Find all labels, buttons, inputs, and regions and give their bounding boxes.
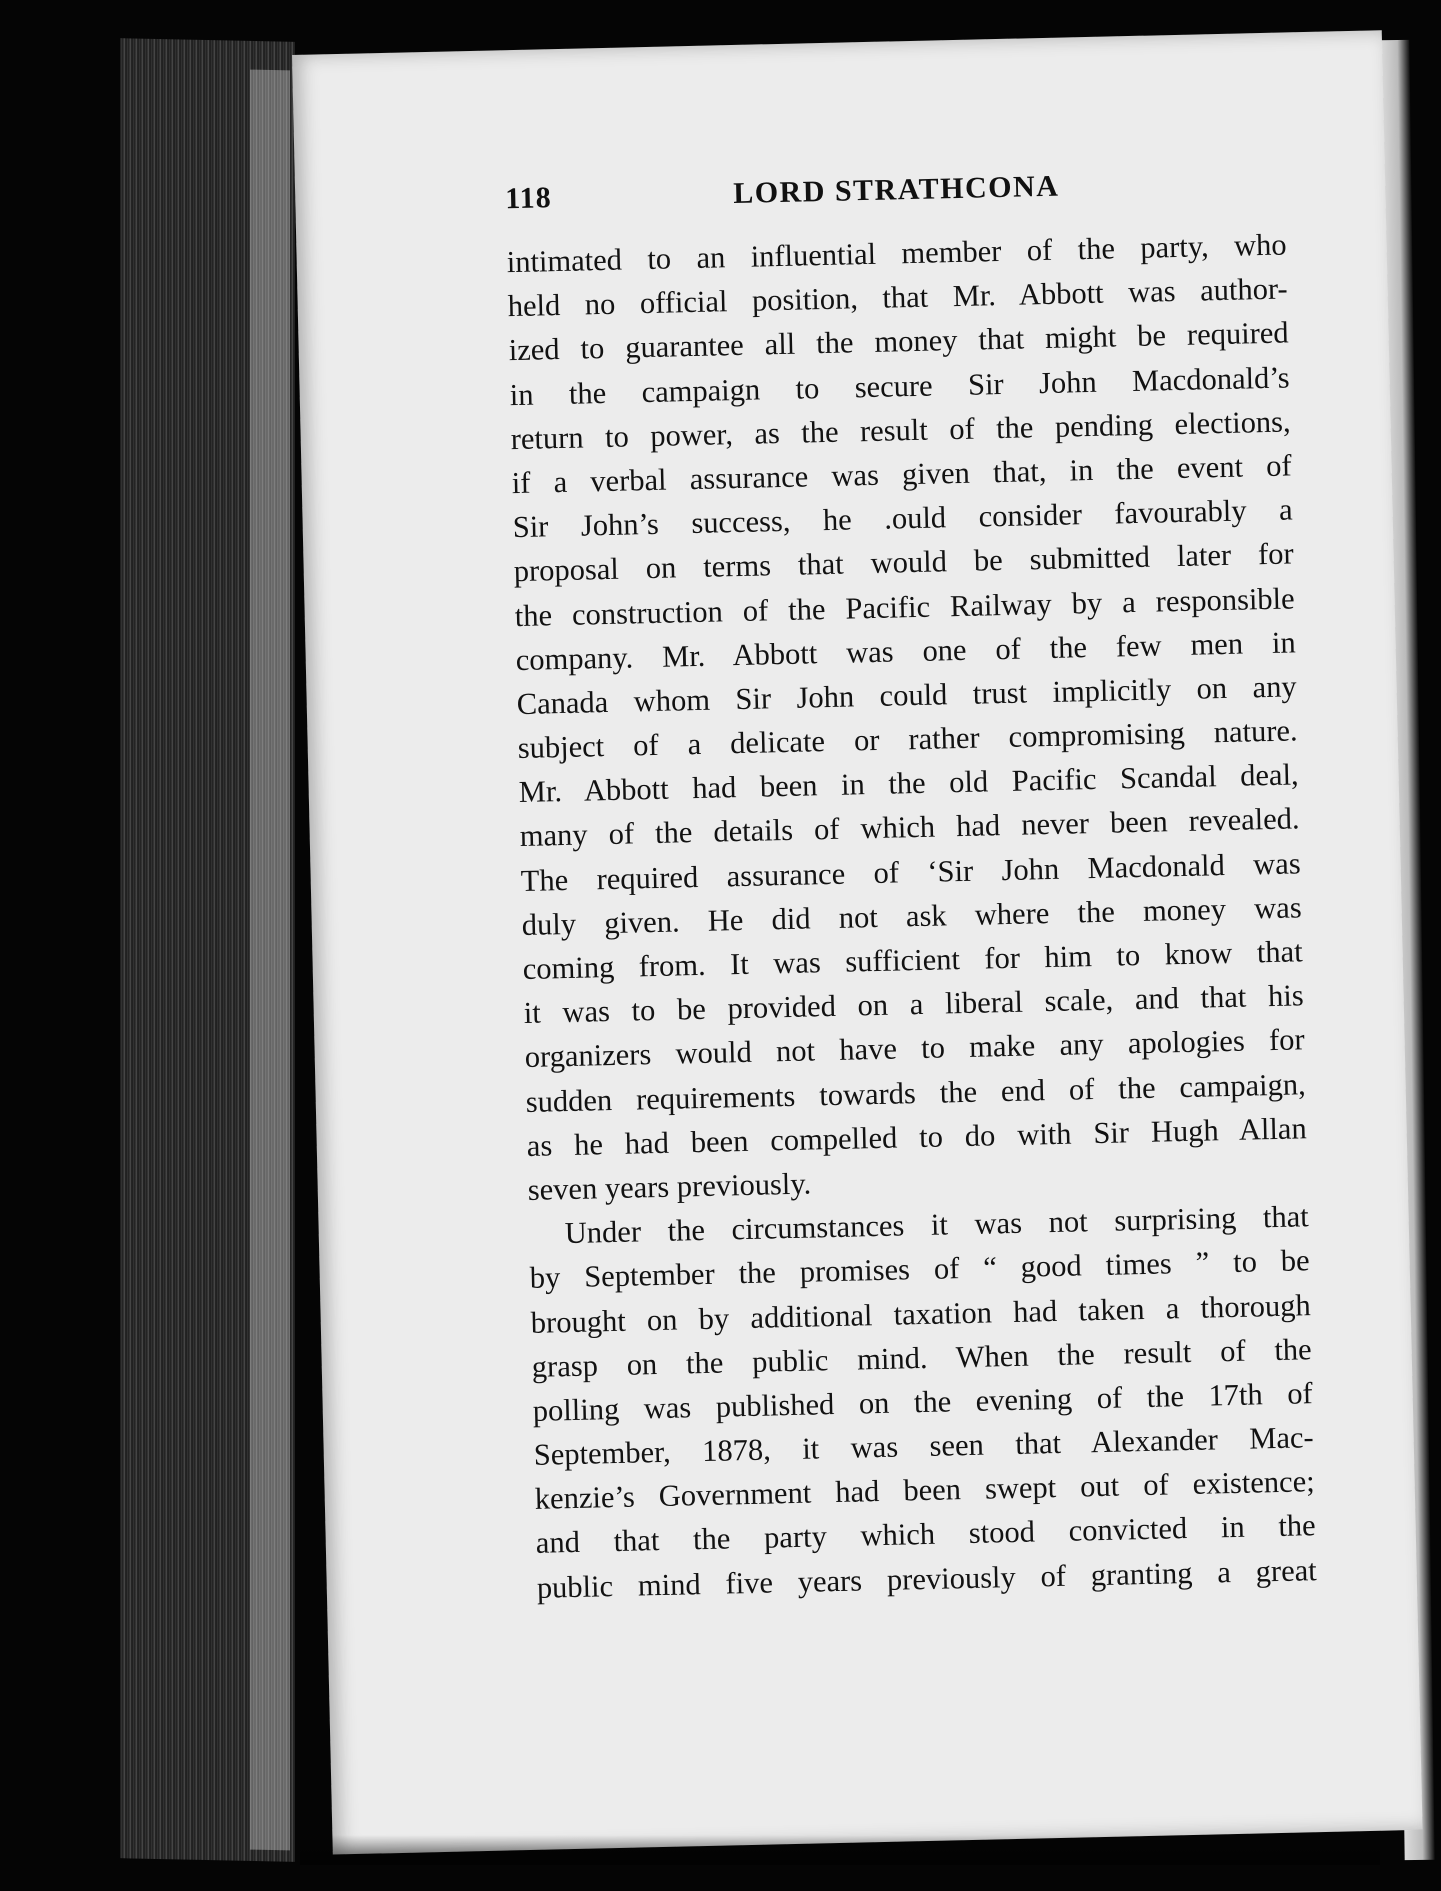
text-line: polling was published on the evening of the 17th of — [532, 1376, 1314, 1428]
text-line: seven years previously. — [527, 1166, 812, 1207]
body-text — [506, 222, 1317, 1609]
text-line: coming from. It was sufficient for him to know that — [522, 934, 1303, 986]
text-line: the construction of the Pacific Railway by a responsible — [514, 580, 1295, 633]
text-line: public mind five years previously of granting a great — [536, 1552, 1318, 1605]
text-line: it was to be provided on a liberal scale, and that his — [523, 978, 1304, 1031]
book-page — [292, 30, 1423, 1854]
text-line: Under the circumstances it was not surprising that — [564, 1199, 1309, 1251]
text-line: subject of a delicate or rather compromising nature. — [517, 713, 1298, 766]
text-line: as he had been compelled to do with Sir Hugh Allan — [526, 1111, 1307, 1163]
page-number: 118 — [504, 181, 553, 216]
text-line: in the campaign to secure Sir John Macdonald’s — [509, 360, 1290, 412]
text-line: The required assurance of ‘Sir John Macdonald was — [520, 845, 1301, 898]
text-line: sudden requirements towards the end of the campaign, — [525, 1066, 1306, 1119]
text-line: duly given. He did not ask where the money was — [521, 890, 1302, 942]
running-title: LORD STRATHCONA — [732, 169, 1060, 211]
page-header — [505, 165, 1286, 223]
text-line: held no official position, that Mr. Abbott was author- — [507, 271, 1288, 324]
paragraph-1 — [506, 222, 1308, 1212]
text-line: proposal on terms that would be submitted later for — [513, 536, 1294, 589]
text-line: organizers would not have to make any apologies for — [524, 1022, 1305, 1075]
text-line: Sir John’s success, he .ould consider favourably a — [512, 492, 1293, 545]
text-line: September, 1878, it was seen that Alexander Mac- — [533, 1420, 1315, 1472]
text-line: brought on by additional taxation had taken a thorough — [530, 1287, 1312, 1340]
text-line: by September the promises of “ good times ” to be — [529, 1243, 1310, 1296]
text-line: kenzie’s Government had been swept out of existence; — [534, 1464, 1316, 1517]
text-line: Mr. Abbott had been in the old Pacific Scandal deal, — [518, 757, 1299, 810]
page-bottom-shadow — [300, 1835, 1380, 1865]
text-line: company. Mr. Abbott was one of the few men in — [515, 625, 1296, 677]
text-line: return to power, as the result of the pending elections, — [510, 404, 1291, 456]
text-line: and that the party which stood convicted in the — [535, 1508, 1317, 1561]
text-line: Canada whom Sir John could trust implicitly on any — [516, 669, 1297, 721]
book-page-edges-highlight — [250, 70, 290, 1851]
text-line: intimated to an influential member of the party, who — [506, 227, 1287, 280]
text-line: ized to guarantee all the money that might be required — [508, 315, 1289, 368]
text-line: grasp on the public mind. When the result of the — [531, 1331, 1313, 1384]
paragraph-2 — [528, 1194, 1317, 1609]
text-line: if a verbal assurance was given that, in the event of — [511, 448, 1292, 501]
text-line: many of the details of which had never been revealed. — [519, 801, 1300, 854]
